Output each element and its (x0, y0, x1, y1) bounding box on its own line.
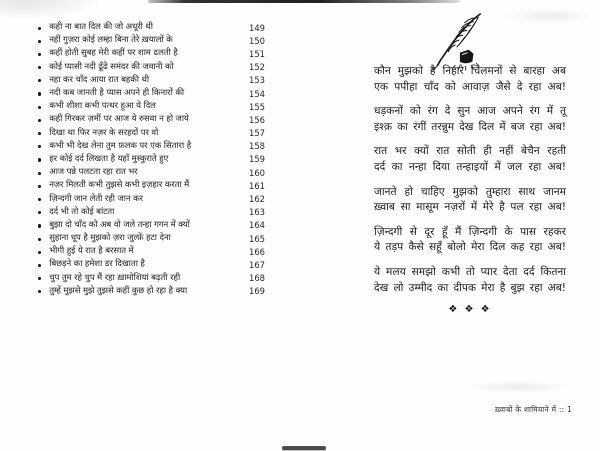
toc-entry-page: 157 (249, 128, 265, 139)
toc-entry-title: तुम्हें मुझसे मुझे तुझसे कहीं कुछ हो रहा है क्या (49, 285, 188, 296)
running-footer: ख़्वाबों के शामियाने में :: 1 (495, 405, 572, 414)
toc-entry (38, 219, 276, 232)
toc-entry-title: कोई प्यासी नदी ढूँढे समंदर की जवानी को (49, 61, 174, 72)
toc-entry-title: नहीं गुज़रा कोई लम्हा बिना तेरे ख़यालों के (49, 35, 173, 46)
toc-entry-page: 154 (249, 88, 265, 99)
poem-line: रात भर क्यों रात सोती ही नहीं बेचैन रहती (374, 145, 566, 158)
bullet-icon (38, 92, 41, 95)
toc-entry (38, 47, 276, 60)
toc-entry (38, 87, 276, 100)
bullet-icon (38, 238, 41, 241)
toc-entry-title: हर कोई दर्द लिखता है यहाँ मुस्कुराते हुए (49, 153, 169, 164)
toc-entry-page: 159 (249, 154, 265, 165)
toc-entry-title: चुप तुम रहे चुप मैं रहा ख़ामोशियां बढ़ती रही (49, 272, 181, 283)
bullet-icon (38, 119, 41, 122)
toc-entry (38, 127, 276, 140)
toc-entry-title: कभी भी देख लेना तुम फ़लक पर एक सितारा है (49, 140, 192, 151)
bullet-icon (38, 172, 41, 175)
toc-entry-page: 168 (249, 273, 265, 284)
poem-line: ज़िन्दगी से दूर हूँ मैं ज़िन्दगी के पास रहकर (374, 225, 566, 238)
poem-couplet (374, 144, 566, 175)
toc-entry (38, 34, 276, 47)
toc-entry-page: 158 (249, 141, 265, 152)
bullet-icon (38, 198, 41, 201)
contents-list (38, 21, 276, 298)
toc-entry (38, 21, 276, 34)
poem-line: दर्द का नन्हा दिया तन्हाइयों में जल रहा अब! (374, 160, 566, 173)
toc-entry-page: 163 (249, 207, 265, 218)
toc-entry (38, 206, 276, 219)
end-ornament: ❖ ❖ ❖ (448, 304, 492, 315)
toc-entry-page: 162 (249, 194, 265, 205)
toc-entry-title: भीगी हुई ये रात है बरसात में (49, 246, 134, 257)
poem-line: इश्क़ का रंगीं तरन्नुम देख दिल में बज रहा अब! (374, 120, 566, 133)
toc-entry (38, 179, 276, 192)
poem-line: एक पपीहा चाँद को आवाज़ जैसे दे रहा अब! (374, 80, 566, 93)
toc-entry (38, 113, 276, 126)
bullet-icon (38, 106, 41, 109)
poem-couplet (374, 104, 566, 135)
toc-entry-title: कभी शीशा कभी पत्थर हुआ ये दिल (49, 101, 156, 112)
poem-line: कौन मुझको है निहारे चिलमनों से बारहा अब (374, 65, 566, 77)
toc-entry-title: बुझा दो चाँद को अब वो जले तन्हा गगन में क्यों (49, 219, 190, 230)
toc-entry (38, 153, 276, 166)
scan-smudge-top-left (0, 0, 102, 20)
poem-body (374, 64, 566, 305)
toc-entry-title: कही ना बात दिल की जो अधूरी थी (49, 22, 153, 33)
toc-entry-page: 160 (249, 167, 265, 178)
toc-entry (38, 61, 276, 74)
toc-entry (38, 232, 276, 245)
scan-artifact-top-edge (148, 0, 460, 3)
poem-line: जानते हो चाहिए मुझको तुम्हारा साथ जानम (374, 185, 566, 198)
toc-entry-title: आज पन्ने पलटता रहा रात भर (49, 167, 138, 178)
toc-entry (38, 74, 276, 87)
scan-smudge-top-right (505, 8, 595, 24)
toc-entry-page: 161 (249, 180, 265, 191)
toc-entry-page: 169 (249, 286, 265, 297)
bullet-icon (38, 53, 41, 56)
bullet-icon (38, 145, 41, 148)
poem-couplet (374, 64, 566, 95)
toc-entry-page: 166 (249, 246, 265, 257)
poem-couplet (374, 265, 566, 296)
toc-entry-title: बिछड़ने का हमेशा डर दिखाता है (49, 259, 145, 270)
poem-line: ख़्वाब सा मासूम नज़रों में मेरे है पल रहा अब! (374, 201, 566, 214)
bullet-icon (38, 27, 41, 30)
toc-entry-page: 167 (249, 259, 265, 270)
toc-entry-title: नज़र मिलती कभी तुझसे कभी इज़हार करता मैं (49, 180, 190, 191)
toc-entry-title: दर्द भी तो कोई बांटता (49, 206, 115, 217)
bullet-icon (38, 224, 41, 227)
toc-entry (38, 166, 276, 179)
bullet-icon (38, 132, 41, 135)
toc-entry-page: 151 (249, 48, 265, 59)
toc-entry-page: 164 (249, 220, 265, 231)
poem-line: देख लो उम्मीद का दीपक मेरा है बुझ रहा अब! (374, 281, 566, 294)
bullet-icon (38, 264, 41, 267)
bullet-icon (38, 66, 41, 69)
bullet-icon (38, 185, 41, 188)
toc-entry-title: नहा कर चाँद आया रात बहकी थी (49, 74, 150, 85)
toc-entry-page: 149 (249, 22, 265, 33)
poem-line: ये तड़प कैसे सहूँ बोलो मेरा दिल कह रहा अब! (374, 241, 566, 254)
toc-entry-title: कहीं होती सुबह मेरी कहीं पर शाम ढलती है (49, 48, 178, 59)
scan-smudge-above-footer (468, 381, 568, 393)
toc-entry (38, 285, 276, 298)
toc-entry (38, 100, 276, 113)
toc-entry (38, 140, 276, 153)
toc-entry-page: 155 (249, 101, 265, 112)
bullet-icon (38, 277, 41, 280)
bullet-icon (38, 79, 41, 82)
bullet-icon (38, 40, 41, 43)
toc-entry-title: ज़िन्दगी जान लेती रही जान कर (49, 193, 143, 204)
toc-entry-page: 165 (249, 233, 265, 244)
poem-line: धड़कनों को रंग दे सुन आज अपने रंग में तू (374, 105, 566, 118)
toc-entry-title: सुहाना धूप है मुझको ज़रा जुल्फ़ें हटा देना (49, 233, 171, 244)
toc-entry-page: 152 (249, 62, 265, 73)
bullet-icon (38, 290, 41, 293)
poem-couplet (374, 185, 566, 216)
toc-entry (38, 245, 276, 258)
toc-entry-page: 150 (249, 35, 265, 46)
bullet-icon (38, 158, 41, 161)
toc-entry (38, 192, 276, 205)
scan-artifact-bottom-mark (282, 446, 326, 450)
toc-entry-page: 156 (249, 114, 265, 125)
bullet-icon (38, 251, 41, 254)
toc-entry-title: कहीं गिरकर ज़मीं पर आज ये रुसवा न हो जाये (49, 114, 189, 125)
toc-entry-title: नदी कब जानती है प्यास अपने ही किनारों की (49, 88, 184, 99)
bullet-icon (38, 211, 41, 214)
poem-line: ये मलय समझो कभी तो प्यार देता दर्द कितना (374, 265, 566, 278)
toc-entry-page: 153 (249, 75, 265, 86)
toc-entry (38, 272, 276, 285)
toc-entry (38, 258, 276, 271)
poem-couplet (374, 225, 566, 256)
toc-entry-title: दिखा था फिर नज़र के सरहदों पर वो (49, 127, 159, 138)
